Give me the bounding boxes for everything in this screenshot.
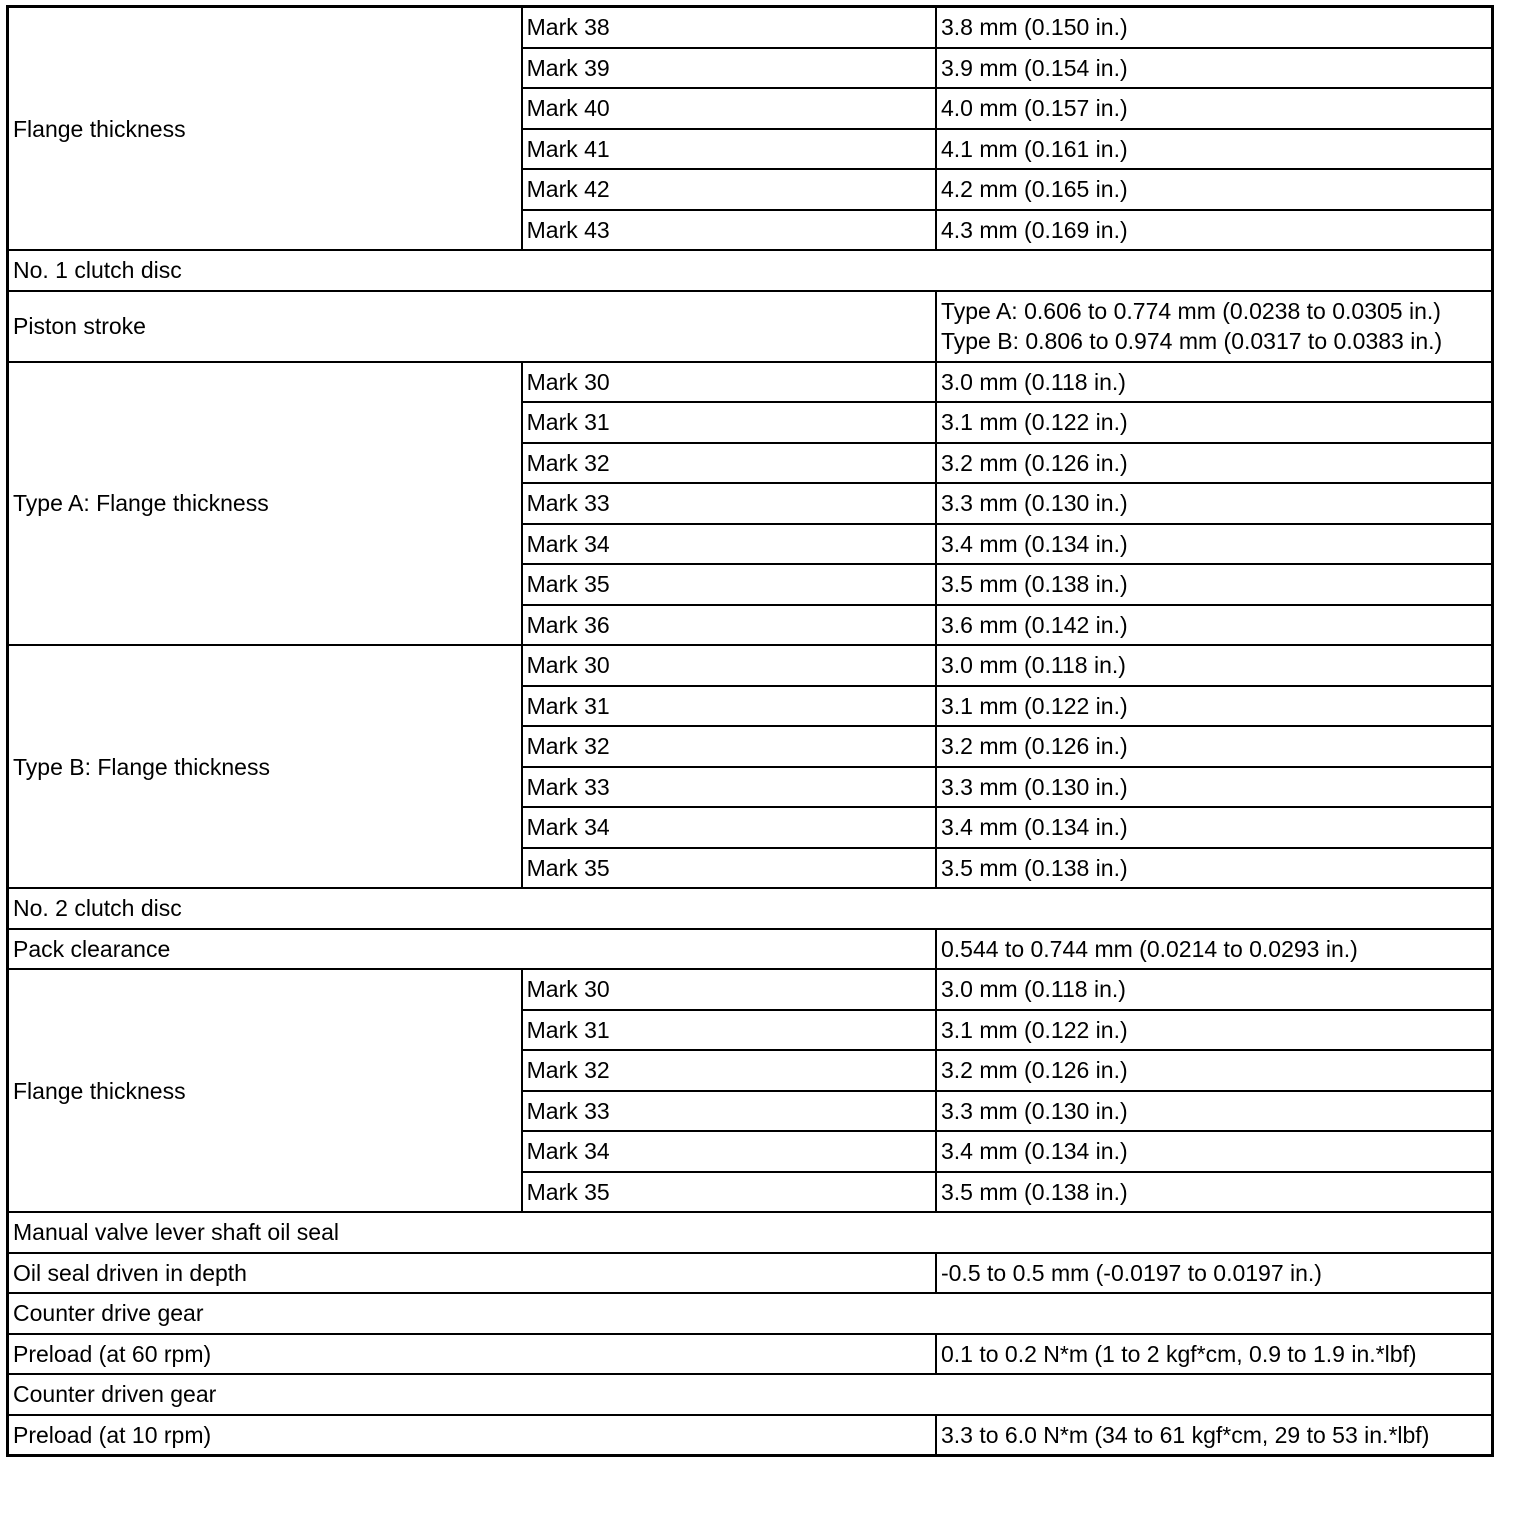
value-cell: 3.5 mm (0.138 in.) [936, 1172, 1493, 1213]
row-label: Piston stroke [8, 291, 936, 362]
value-cell: 4.2 mm (0.165 in.) [936, 169, 1493, 210]
mark-cell: Mark 30 [522, 362, 936, 403]
section-heading-row [8, 888, 1493, 929]
mark-cell: Mark 34 [522, 1131, 936, 1172]
value-cell: 3.0 mm (0.118 in.) [936, 362, 1493, 403]
section-heading: No. 2 clutch disc [8, 888, 1493, 929]
piston-stroke-type-b: Type B: 0.806 to 0.974 mm (0.0317 to 0.0383 in.) [940, 328, 1443, 354]
mark-cell: Mark 32 [522, 1050, 936, 1091]
mark-cell: Mark 40 [522, 88, 936, 129]
mark-cell: Mark 31 [522, 1010, 936, 1051]
table-row [8, 362, 1493, 403]
row-label: Oil seal driven in depth [8, 1253, 936, 1294]
mark-cell: Mark 33 [522, 1091, 936, 1132]
mark-cell: Mark 34 [522, 807, 936, 848]
value-cell [936, 291, 1493, 362]
table-row [8, 969, 1493, 1010]
value-cell: 3.1 mm (0.122 in.) [936, 1010, 1493, 1051]
value-cell: 3.0 mm (0.118 in.) [936, 969, 1493, 1010]
mark-cell: Mark 31 [522, 686, 936, 727]
value-cell: 3.9 mm (0.154 in.) [936, 48, 1493, 89]
mark-cell: Mark 41 [522, 129, 936, 170]
section-heading: Counter drive gear [8, 1293, 1493, 1334]
value-cell: 3.5 mm (0.138 in.) [936, 848, 1493, 889]
value-cell: 3.3 mm (0.130 in.) [936, 483, 1493, 524]
value-cell: -0.5 to 0.5 mm (-0.0197 to 0.0197 in.) [936, 1253, 1493, 1294]
table-row [8, 7, 1493, 48]
mark-cell: Mark 36 [522, 605, 936, 646]
mark-cell: Mark 31 [522, 402, 936, 443]
section-heading-row [8, 1212, 1493, 1253]
mark-cell: Mark 32 [522, 726, 936, 767]
section-heading-row [8, 1374, 1493, 1415]
spec-table [6, 5, 1494, 1457]
table-row [8, 1415, 1493, 1456]
mark-cell: Mark 43 [522, 210, 936, 251]
mark-cell: Mark 30 [522, 969, 936, 1010]
table-row [8, 1253, 1493, 1294]
mark-cell: Mark 32 [522, 443, 936, 484]
section-heading: Counter driven gear [8, 1374, 1493, 1415]
row-label: Flange thickness [8, 7, 522, 251]
value-cell: 0.544 to 0.744 mm (0.0214 to 0.0293 in.) [936, 929, 1493, 970]
mark-cell: Mark 35 [522, 848, 936, 889]
value-cell: 3.2 mm (0.126 in.) [936, 726, 1493, 767]
mark-cell: Mark 35 [522, 1172, 936, 1213]
value-cell: 3.0 mm (0.118 in.) [936, 645, 1493, 686]
mark-cell: Mark 33 [522, 483, 936, 524]
table-row [8, 645, 1493, 686]
mark-cell: Mark 33 [522, 767, 936, 808]
mark-cell: Mark 39 [522, 48, 936, 89]
section-heading: Manual valve lever shaft oil seal [8, 1212, 1493, 1253]
mark-cell: Mark 35 [522, 564, 936, 605]
value-cell: 3.4 mm (0.134 in.) [936, 807, 1493, 848]
table-row [8, 291, 1493, 362]
value-cell: 4.1 mm (0.161 in.) [936, 129, 1493, 170]
value-cell: 3.1 mm (0.122 in.) [936, 402, 1493, 443]
table-row [8, 929, 1493, 970]
value-cell: 3.2 mm (0.126 in.) [936, 443, 1493, 484]
value-cell: 0.1 to 0.2 N*m (1 to 2 kgf*cm, 0.9 to 1.9 in.*lbf) [936, 1334, 1493, 1375]
value-cell: 3.3 mm (0.130 in.) [936, 1091, 1493, 1132]
mark-cell: Mark 38 [522, 7, 936, 48]
row-label: Preload (at 60 rpm) [8, 1334, 936, 1375]
value-cell: 4.0 mm (0.157 in.) [936, 88, 1493, 129]
value-cell: 3.5 mm (0.138 in.) [936, 564, 1493, 605]
row-label: Preload (at 10 rpm) [8, 1415, 936, 1456]
mark-cell: Mark 34 [522, 524, 936, 565]
value-cell: 3.4 mm (0.134 in.) [936, 524, 1493, 565]
section-heading-row [8, 250, 1493, 291]
value-cell: 4.3 mm (0.169 in.) [936, 210, 1493, 251]
row-label: Type B: Flange thickness [8, 645, 522, 888]
value-cell: 3.4 mm (0.134 in.) [936, 1131, 1493, 1172]
mark-cell: Mark 30 [522, 645, 936, 686]
value-cell: 3.8 mm (0.150 in.) [936, 7, 1493, 48]
section-heading: No. 1 clutch disc [8, 250, 1493, 291]
table-row [8, 1334, 1493, 1375]
mark-cell: Mark 42 [522, 169, 936, 210]
value-cell: 3.2 mm (0.126 in.) [936, 1050, 1493, 1091]
row-label: Flange thickness [8, 969, 522, 1212]
value-cell: 3.6 mm (0.142 in.) [936, 605, 1493, 646]
value-cell: 3.3 mm (0.130 in.) [936, 767, 1493, 808]
row-label: Pack clearance [8, 929, 936, 970]
section-heading-row [8, 1293, 1493, 1334]
row-label: Type A: Flange thickness [8, 362, 522, 646]
value-cell: 3.1 mm (0.122 in.) [936, 686, 1493, 727]
value-cell: 3.3 to 6.0 N*m (34 to 61 kgf*cm, 29 to 53 in.*lbf) [936, 1415, 1493, 1456]
piston-stroke-type-a: Type A: 0.606 to 0.774 mm (0.0238 to 0.0305 in.) [940, 298, 1441, 324]
